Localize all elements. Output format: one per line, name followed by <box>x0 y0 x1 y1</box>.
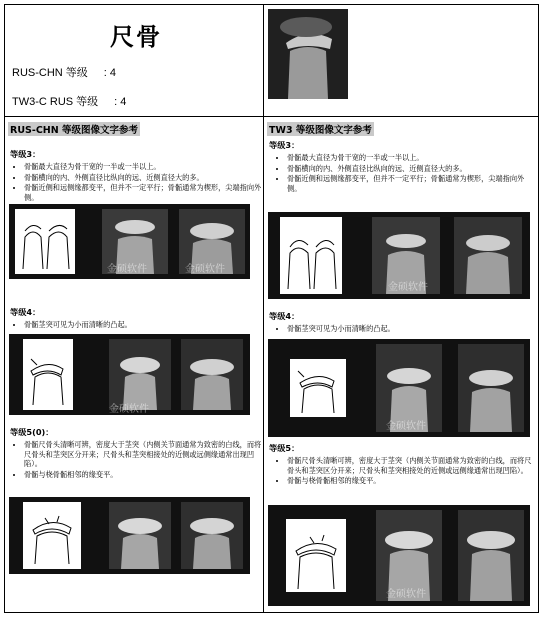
ulna-xray-thumbnail <box>268 9 348 99</box>
left-level-3-label: 等级3： <box>10 149 41 159</box>
right-level-4 <box>267 305 535 335</box>
right-level-5-list <box>267 456 535 486</box>
list-item: • 骨骺茎突可见为小而清晰的凸起。 <box>24 320 262 330</box>
left-level-5-image <box>9 497 250 574</box>
left-level-3-image <box>9 204 250 279</box>
watermark-text: 金硕软件 <box>109 404 149 415</box>
right-level-3-image <box>268 212 530 299</box>
rus-chn-colon: : <box>103 67 107 79</box>
list-item: • 骨骺尺骨头清晰可辨，密度大于茎突（内侧关节面通常为致密的白线，而将尺骨头和茎突区分开来；尺骨头和茎突相接处的近侧或远侧缘通常出现凹陷）。 <box>24 440 262 469</box>
column-divider <box>263 5 264 612</box>
left-level-3-list <box>8 162 262 202</box>
watermark-text: 金硕软件 <box>185 264 225 275</box>
list-item: • 骨骺最大直径为骨干宽的一半或一半以上。 <box>24 162 262 172</box>
rus-chn-value: 4 <box>109 67 117 79</box>
left-level-5-label: 等级5(0)： <box>10 427 54 437</box>
tw3-label: TW3-C RUS 等级 <box>12 96 99 108</box>
watermark-text: 金硕软件 <box>107 264 147 275</box>
rus-chn-label: RUS-CHN 等级 <box>12 67 88 79</box>
right-level-5 <box>267 437 535 487</box>
xray-photo <box>109 502 171 569</box>
right-level-4-image <box>268 339 530 437</box>
xray-photo <box>181 502 243 569</box>
list-item: • 骨骺横向的内、外侧直径比纵向的远、近侧直径大的多。 <box>287 164 535 174</box>
left-reference <box>8 118 262 203</box>
list-item: • 骨骺与桡骨骺相邻的缘变平。 <box>287 476 535 486</box>
ulna-diagram <box>23 502 81 569</box>
right-level-4-list <box>267 324 535 334</box>
right-level-5-image <box>268 505 530 606</box>
ulna-diagram <box>280 217 342 294</box>
list-item: • 骨骺近侧和远侧缘都变平，但并不一定平行；骨骺通常为楔形，尖端指向外侧。 <box>287 174 535 193</box>
left-level-4-label: 等级4： <box>10 307 41 317</box>
left-level-4-list <box>8 320 262 330</box>
list-item: • 骨骺茎突可见为小而清晰的凸起。 <box>287 324 535 334</box>
right-level-4-label: 等级4： <box>269 311 300 321</box>
left-heading: RUS-CHN 等级图像文字参考 <box>8 122 140 136</box>
list-item: • 骨骺与桡骨骺相邻的缘变平。 <box>24 470 262 480</box>
right-level-3-label: 等级3： <box>269 140 300 150</box>
xray-photo <box>458 344 524 432</box>
tw3-colon: : <box>114 96 118 108</box>
ulna-diagram <box>286 519 346 592</box>
ulna-diagram <box>290 359 346 417</box>
watermark-text: 金硕软件 <box>386 421 426 432</box>
page-title: 尺骨 <box>110 23 162 51</box>
xray-photo <box>454 217 522 294</box>
watermark-text: 金硕软件 <box>388 282 428 293</box>
xray-photo <box>458 510 524 601</box>
xray-photo <box>181 339 243 410</box>
left-level-5 <box>8 421 262 480</box>
right-level-3-list <box>267 153 535 193</box>
ulna-diagram <box>23 339 73 410</box>
watermark-text: 金硕软件 <box>386 589 426 600</box>
left-level-4-image <box>9 334 250 415</box>
rus-chn-grade <box>12 64 116 80</box>
list-item: • 骨骺尺骨头清晰可辨，密度大于茎突（内侧关节面通常为致密的白线，而将尺骨头和茎突区分开来；尺骨头和茎突相接处的近侧或远侧缘通常出现凹陷）。 <box>287 456 535 475</box>
right-level-5-label: 等级5： <box>269 443 300 453</box>
tw3-value: 4 <box>120 96 127 108</box>
left-level-4 <box>8 301 262 331</box>
ulna-diagram <box>15 209 75 274</box>
list-item: • 骨骺最大直径为骨干宽的一半或一半以上。 <box>287 153 535 163</box>
list-item: • 骨骺近侧和远侧缘都变平，但并不一定平行；骨骺通常为楔形，尖端指向外侧。 <box>24 183 262 202</box>
left-level-5-list <box>8 440 262 479</box>
right-reference <box>267 118 535 194</box>
tw3-grade <box>12 93 126 109</box>
row-divider <box>5 116 538 117</box>
right-heading: TW3 等级图像文字参考 <box>267 122 374 136</box>
document-page <box>4 4 539 613</box>
list-item: • 骨骺横向的内、外侧直径比纵向的远、近侧直径大的多。 <box>24 173 262 183</box>
